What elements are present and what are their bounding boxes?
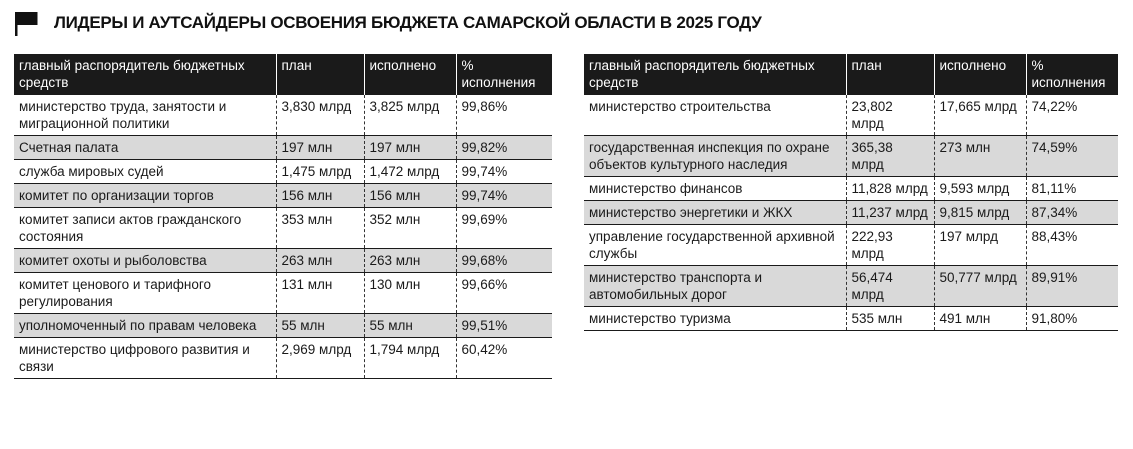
cell-percent: 99,86%: [456, 95, 552, 136]
column-header-plan: план: [276, 54, 364, 95]
column-header-done: исполнено: [934, 54, 1026, 95]
cell-plan: 131 млн: [276, 273, 364, 314]
column-header-recipient: главный распорядитель бюджетных средств: [14, 54, 276, 95]
cell-plan: 2,969 млрд: [276, 338, 364, 379]
table-row: [14, 314, 552, 338]
column-header-recipient: главный распорядитель бюджетных средств: [584, 54, 846, 95]
cell-plan: 23,802 млрд: [846, 95, 934, 136]
cell-done: 9,593 млрд: [934, 177, 1026, 201]
table-row: [14, 184, 552, 208]
cell-plan: 197 млн: [276, 136, 364, 160]
cell-percent: 60,42%: [456, 338, 552, 379]
leaders-table: [14, 54, 552, 379]
cell-done: 263 млн: [364, 249, 456, 273]
cell-percent: 87,34%: [1026, 201, 1118, 225]
cell-done: 197 млн: [364, 136, 456, 160]
cell-percent: 74,59%: [1026, 136, 1118, 177]
cell-done: 50,777 млрд: [934, 266, 1026, 307]
cell-done: 491 млн: [934, 307, 1026, 331]
column-header-done: исполнено: [364, 54, 456, 95]
cell-recipient: министерство финансов: [584, 177, 846, 201]
cell-percent: 91,80%: [1026, 307, 1118, 331]
table-row: [14, 208, 552, 249]
cell-percent: 99,74%: [456, 160, 552, 184]
cell-plan: 11,237 млрд: [846, 201, 934, 225]
table-row: [14, 249, 552, 273]
cell-percent: 99,69%: [456, 208, 552, 249]
cell-done: 352 млн: [364, 208, 456, 249]
cell-percent: 99,74%: [456, 184, 552, 208]
table-row: [14, 160, 552, 184]
cell-recipient: комитет записи актов гражданского состояния: [14, 208, 276, 249]
table-row: [584, 201, 1118, 225]
cell-recipient: служба мировых судей: [14, 160, 276, 184]
outsiders-table: [584, 54, 1118, 331]
cell-recipient: Счетная палата: [14, 136, 276, 160]
cell-recipient: уполномоченный по правам человека: [14, 314, 276, 338]
cell-recipient: комитет по организации торгов: [14, 184, 276, 208]
cell-plan: 56,474 млрд: [846, 266, 934, 307]
cell-plan: 263 млн: [276, 249, 364, 273]
cell-done: 17,665 млрд: [934, 95, 1026, 136]
cell-plan: 3,830 млрд: [276, 95, 364, 136]
table-row: [584, 95, 1118, 136]
cell-recipient: министерство труда, занятости и миграционной политики: [14, 95, 276, 136]
cell-plan: 156 млн: [276, 184, 364, 208]
cell-recipient: министерство транспорта и автомобильных дорог: [584, 266, 846, 307]
cell-recipient: министерство энергетики и ЖКХ: [584, 201, 846, 225]
cell-plan: 353 млн: [276, 208, 364, 249]
cell-done: 55 млн: [364, 314, 456, 338]
cell-percent: 88,43%: [1026, 225, 1118, 266]
cell-done: 9,815 млрд: [934, 201, 1026, 225]
table-header-row: [584, 54, 1118, 95]
cell-percent: 74,22%: [1026, 95, 1118, 136]
cell-done: 156 млн: [364, 184, 456, 208]
table-row: [14, 136, 552, 160]
cell-recipient: министерство цифрового развития и связи: [14, 338, 276, 379]
table-row: [584, 136, 1118, 177]
cell-done: 1,472 млрд: [364, 160, 456, 184]
cell-percent: 99,51%: [456, 314, 552, 338]
cell-plan: 11,828 млрд: [846, 177, 934, 201]
column-header-plan: план: [846, 54, 934, 95]
cell-percent: 81,11%: [1026, 177, 1118, 201]
cell-done: 197 млрд: [934, 225, 1026, 266]
cell-recipient: управление государственной архивной службы: [584, 225, 846, 266]
column-header-percent: % исполнения: [1026, 54, 1118, 95]
table-row: [584, 266, 1118, 307]
cell-percent: 89,91%: [1026, 266, 1118, 307]
cell-percent: 99,82%: [456, 136, 552, 160]
page-header: [14, 8, 761, 38]
cell-done: 1,794 млрд: [364, 338, 456, 379]
cell-done: 3,825 млрд: [364, 95, 456, 136]
cell-recipient: комитет ценового и тарифного регулирования: [14, 273, 276, 314]
cell-recipient: государственная инспекция по охране объектов культурного наследия: [584, 136, 846, 177]
cell-plan: 1,475 млрд: [276, 160, 364, 184]
cell-percent: 99,68%: [456, 249, 552, 273]
cell-percent: 99,66%: [456, 273, 552, 314]
table-row: [14, 273, 552, 314]
cell-done: 273 млн: [934, 136, 1026, 177]
table-row: [14, 95, 552, 136]
cell-recipient: комитет охоты и рыболовства: [14, 249, 276, 273]
column-header-percent: % исполнения: [456, 54, 552, 95]
cell-plan: 55 млн: [276, 314, 364, 338]
cell-plan: 365,38 млрд: [846, 136, 934, 177]
table-row: [14, 338, 552, 379]
cell-recipient: министерство туризма: [584, 307, 846, 331]
flag-icon: [14, 10, 40, 36]
page-title: ЛИДЕРЫ И АУТСАЙДЕРЫ ОСВОЕНИЯ БЮДЖЕТА САМАРСКОЙ ОБЛАСТИ В 2025 ГОДУ: [54, 13, 762, 32]
cell-plan: 535 млн: [846, 307, 934, 331]
table-row: [584, 307, 1118, 331]
cell-plan: 222,93 млрд: [846, 225, 934, 266]
table-header-row: [14, 54, 552, 95]
table-row: [584, 225, 1118, 266]
cell-done: 130 млн: [364, 273, 456, 314]
cell-recipient: министерство строительства: [584, 95, 846, 136]
table-row: [584, 177, 1118, 201]
